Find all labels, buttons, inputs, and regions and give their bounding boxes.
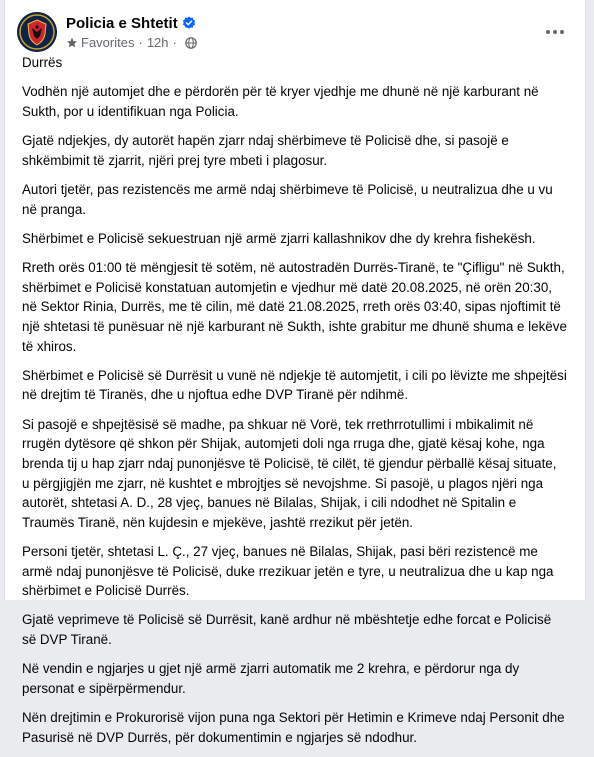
globe-icon[interactable] — [185, 37, 197, 49]
paragraph: Si pasojë e shpejtësisë së madhe, pa shkuar në Vorë, tek rrethrrotullimi i mbikalimit në rrugën dytësore që shkon për Shijak, automjeti doli nga rruga dhe, gjatë kësaj kohe, nga brenda tij u hap zjarr ndaj punonjësve të Policisë, të cilët, të gjendur përballë kësaj situate, u përgjigjën me zjarr, në kushtet e mbrojtjes së nevojshme. Si pasojë, u plagos njëri nga autorët, shtetasi A. D., 28 vjeç, banues në Bilalas, Shijak, i cili ndodhet në Spitalin e Traumës Tiranë, nën kujdesin e mjekëve, jashtë rrezikut për jetën. — [22, 416, 557, 530]
post-meta — [66, 35, 197, 50]
page-name[interactable] — [66, 15, 196, 34]
post-time[interactable]: 12h — [146, 35, 169, 50]
paragraph: Shërbimet e Policisë së Durrësit u vunë në ndjekje të automjetit, i cili po lëvizte me shpejtësi në drejtim të Tiranës, dhe u njoftua edhe DVP Tiranë për ndihmë. — [22, 367, 567, 403]
paragraph: Rreth orës 01:00 të mëngjesit të sotëm, në autostradën Durrës-Tiranë, te "Çifligu" në Sukth, shërbimet e Policisë konstatuan automjetin e vjedhur më datë 20.08.2025, në orën 20:30, në Sektor Rinia, Durrës, me të cilin, më datë 21.08.2025, rreth orës 03:40, sipas njoftimit të një shtetasi të punësuar në një karburant në Sukth, ishte grabitur me dhunë shuma e lekëve të xhiros. — [22, 260, 567, 354]
paragraph: Nën drejtimin e Prokurorisë vijon puna nga Sektori për Hetimin e Krimeve ndaj Personit dhe Pasurisë në DVP Durrës, për dokumentimin e ngjarjes së ndodhur. — [22, 710, 565, 745]
police-badge-logo — [17, 12, 57, 52]
paragraph: Durrës — [22, 55, 63, 70]
post-card — [4, 0, 586, 745]
audience-label[interactable]: Favorites — [81, 35, 135, 50]
paragraph: Gjatë ndjekjes, dy autorët hapën zjarr ndaj shërbimeve të Policisë dhe, si pasojë e shkëmbimit të zjarrit, njëri prej tyre mbeti i plagosur. — [22, 133, 509, 168]
paragraph: Gjatë veprimeve të Policisë së Durrësit, kanë ardhur në mbështetje edhe forcat e Policisë së DVP Tiranë. — [22, 612, 552, 648]
post-text — [22, 53, 567, 757]
post-header — [17, 10, 573, 54]
paragraph: Autori tjetër, pas rezistencës me armë ndaj shërbimeve të Policisë, u neutralizua dhe u vu në pranga. — [22, 182, 553, 217]
page-avatar[interactable] — [17, 12, 57, 52]
paragraph: Vodhën një automjet dhe e përdorën për të kryer vjedhje me dhunë në një karburant në Sukth, por u identifikuan nga Policia. — [22, 84, 539, 119]
page-name-text[interactable]: Policia e Shtetit — [66, 15, 178, 32]
verified-badge-icon — [182, 16, 196, 34]
paragraph: Shërbimet e Policisë sekuestruan një armë zjarri kallashnikov dhe dy krehra fishekësh. — [22, 230, 536, 246]
more-options-icon[interactable] — [537, 14, 573, 50]
separator-dot-2: · — [172, 35, 177, 50]
separator-dot: · — [138, 35, 143, 50]
paragraph: Në vendin e ngjarjes u gjet një armë zjarri automatik me 2 krehra, e përdorur nga dy personat e sipërpërmendur. — [22, 661, 520, 696]
paragraph: Personi tjetër, shtetasi L. Ç., 27 vjeç, banues në Bilalas, Shijak, pasi bëri rezistencë me armë ndaj punonjësve të Policisë, duke rrezikuar jetën e tyre, u neutralizua dhe u kap nga shërbimet e Policisë Durrës. — [22, 543, 554, 599]
star-icon — [66, 37, 78, 49]
